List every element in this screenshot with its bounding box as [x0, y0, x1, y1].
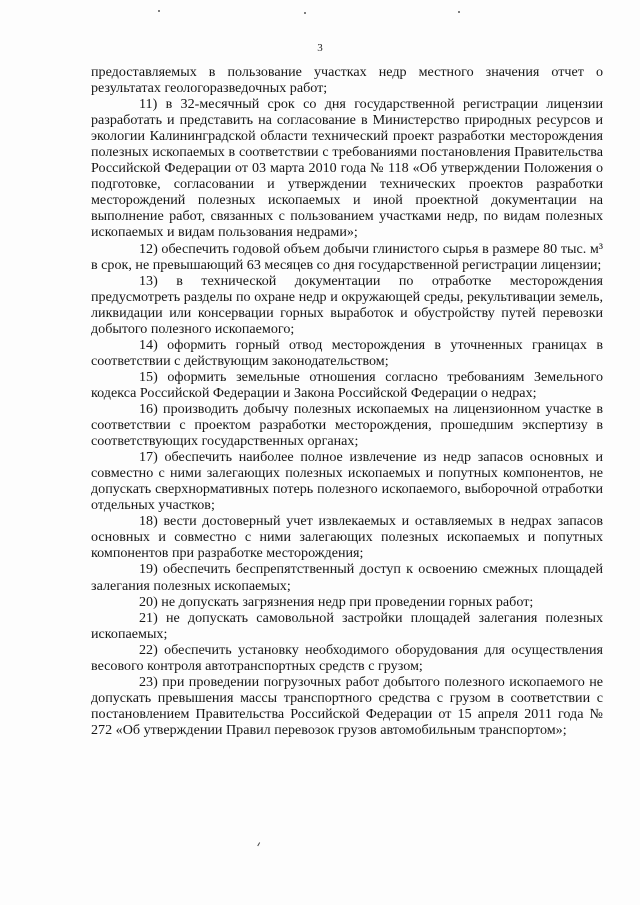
paragraph-item-13: 13) в технической документации по отработке месторождения предусмотреть разделы по охране недр и окружающей среды, рекультивации земель, ликвидации или консервации горных выработок и обустройству путей перевозки добытого полезного ископаемого;	[91, 272, 603, 337]
paragraph-item-11: 11) в 32-месячный срок со дня государственной регистрации лицензии разработать и представить на согласование в Министерство природных ресурсов и экологии Калининградской области технический проект разработки месторождения полезных ископаемых в соответствии с требованиями постановления Правительства Российской Федерации от 03 марта 2010 года № 118 «Об утверждении Положения о подготовке, согласовании и утверждении технических проектов разработки месторождений полезных ископаемых и иной проектной документации на выполнение работ, связанных с пользованием участками недр, по видам полезных ископаемых и видам пользования недрами»;	[91, 96, 603, 241]
paragraph-item-18: 18) вести достоверный учет извлекаемых и оставляемых в недрах запасов основных и совместно с ними залегающих полезных ископаемых и попутных компонентов при разработке месторождения;	[91, 513, 603, 562]
paragraph-item-12: 12) обеспечить годовой объем добычи глинистого сырья в размере 80 тыс. м³ в срок, не превышающий 63 месяцев со дня государственной регистрации лицензии;	[91, 240, 603, 273]
document-body	[91, 64, 603, 738]
scan-speck	[458, 11, 460, 13]
scan-speck	[158, 10, 160, 12]
paragraph-item-22: 22) обеспечить установку необходимого оборудования для осуществления весового контроля автотранспортных средств с грузом;	[91, 641, 603, 674]
paragraph-item-21: 21) не допускать самовольной застройки площадей залегания полезных ископаемых;	[91, 609, 603, 642]
paragraph-item-17: 17) обеспечить наиболее полное извлечение из недр запасов основных и совместно с ними залегающих полезных ископаемых и попутных компонентов, не допускать сверхнормативных потерь полезного ископаемого, выборочной отработки отдельных участков;	[91, 449, 603, 514]
paragraph-item-15: 15) оформить земельные отношения согласно требованиям Земельного кодекса Российской Федерации и Закона Российской Федерации о недрах;	[91, 368, 603, 401]
paragraph-item-14: 14) оформить горный отвод месторождения в уточненных границах в соответствии с действующим законодательством;	[91, 336, 603, 369]
scan-mark	[257, 842, 262, 847]
paragraph-item-20: 20) не допускать загрязнения недр при проведении горных работ;	[139, 593, 534, 610]
page-number: 3	[317, 42, 323, 54]
scan-speck	[304, 12, 306, 14]
paragraph-continued: предоставляемых в пользование участках недр местного значения отчет о результатах геологоразведочных работ;	[91, 64, 603, 97]
paragraph-item-16: 16) производить добычу полезных ископаемых на лицензионном участке в соответствии с проектом разработки месторождения, прошедшим экспертизу в соответствующих государственных органах;	[91, 400, 603, 450]
paragraph-item-19: 19) обеспечить беспрепятственный доступ к освоению смежных площадей залегания полезных ископаемых;	[91, 561, 603, 594]
paragraph-item-23: 23) при проведении погрузочных работ добытого полезного ископаемого не допускать превышения массы транспортного средства с грузом в соответствии с постановлением Правительства Российской Федерации от 15 апреля 2011 года № 272 «Об утверждении Правил перевозок грузов автомобильным транспортом»;	[91, 673, 603, 738]
